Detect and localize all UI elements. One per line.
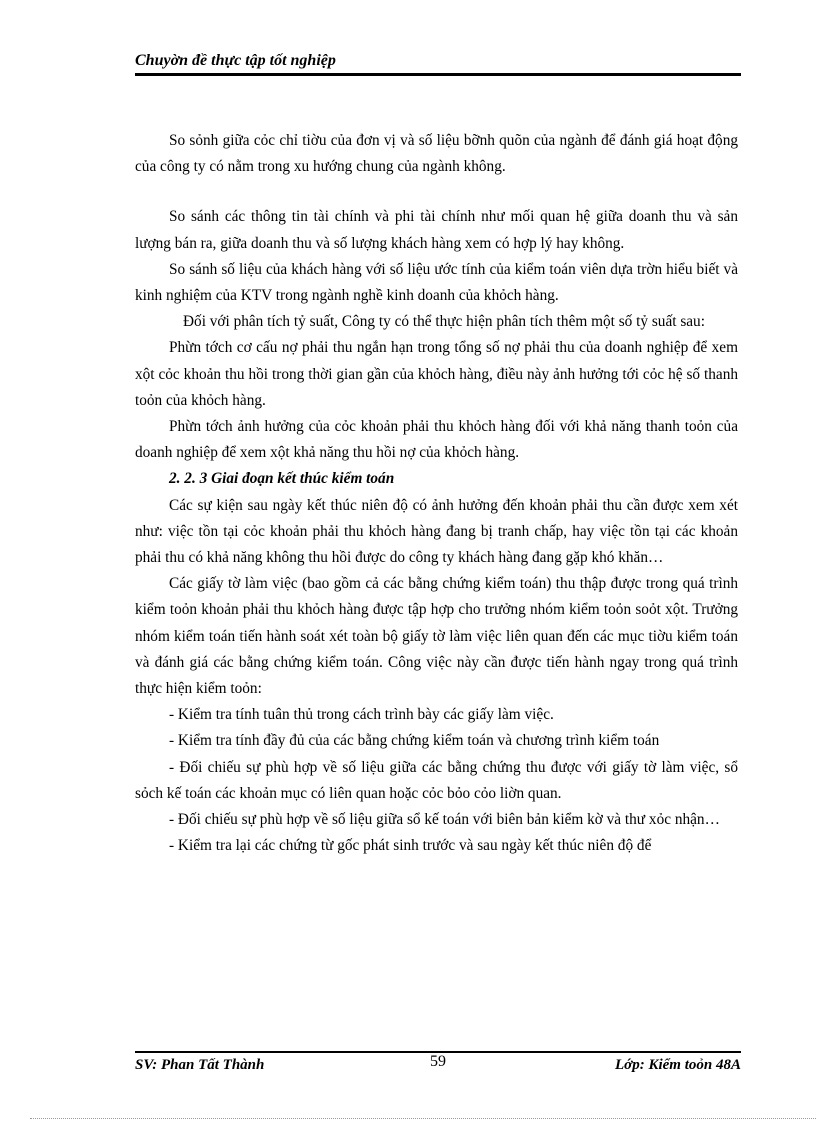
body-paragraph: Phừn tớch ảnh hưởng của cỏc khoản phải thu khỏch hàng đối với khả năng thanh toỏn của doanh nghiệp để xem xột khả năng thu hồi nợ của khỏch hàng. — [135, 418, 738, 462]
section-heading: 2. 2. 3 Giai đoạn kết thúc kiểm toán — [169, 470, 395, 488]
list-item: - Kiểm tra lại các chứng từ gốc phát sinh trước và sau ngày kết thúc niên độ để — [169, 837, 652, 855]
body-paragraph: So sánh các thông tin tài chính và phi tài chính như mối quan hệ giữa doanh thu và sản lượng bán ra, giữa doanh thu và số lượng khách hàng xem có hợp lý hay không. — [135, 208, 738, 252]
list-item: - Kiểm tra tính tuân thủ trong cách trình bày các giấy làm việc. — [169, 706, 554, 724]
body-paragraph: Đối với phân tích tỷ suất, Công ty có thể thực hiện phân tích thêm một số tỷ suất sau: — [183, 313, 705, 331]
page-body — [135, 128, 738, 859]
page-header — [135, 47, 741, 76]
class-name: Lớp: Kiểm toỏn 48A — [615, 1057, 741, 1073]
page-number: 59 — [430, 1053, 446, 1070]
document-title: Chuyờn đề thực tập tốt nghiệp — [135, 52, 336, 69]
list-item: - Đối chiếu sự phù hợp về số liệu giữa sổ kế toán với biên bản kiểm kờ và thư xỏc nhận… — [169, 811, 720, 829]
list-item: - Kiểm tra tính đầy đủ của các bằng chứng kiểm toán và chương trình kiểm toán — [169, 732, 660, 750]
body-paragraph: So sánh số liệu của khách hàng với số liệu ước tính của kiểm toán viên dựa trờn hiểu biết và kinh nghiệm của KTV trong ngành nghề kinh doanh của khỏch hàng. — [135, 260, 738, 305]
section-paragraph: Các giấy tờ làm việc (bao gồm cả các bằng chứng kiểm toán) thu thập được trong quá trình kiểm toỏn khoản phải thu khỏch hàng được tập hợp cho trưởng nhóm kiểm toỏn soỏt xột. Trưởng nhóm kiểm toán tiến hành soát xét toàn bộ giấy tờ làm việc liên quan đến các mục tiờu kiểm toán và đánh giá các bằng chứng kiểm toán. Công việc này cần được tiến hành ngay trong quá trình thực hiện kiểm toỏn: — [135, 575, 738, 698]
page-edge-divider — [30, 1118, 816, 1119]
page-footer — [135, 1051, 741, 1079]
student-name: SV: Phan Tất Thành — [135, 1057, 265, 1073]
section-paragraph: Các sự kiện sau ngày kết thúc niên độ có ảnh hưởng đến khoản phải thu cần được xem xét như: việc tồn tại cỏc khoản phải thu khỏch hàng đang bị tranh chấp, hay việc tồn tại các khoản phải thu có khả năng không thu hồi được do công ty khách hàng đang gặp khó khăn… — [135, 496, 738, 567]
body-paragraph: Phừn tớch cơ cấu nợ phải thu ngắn hạn trong tổng số nợ phải thu của doanh nghiệp để xem xột cỏc khoản thu hồi trong thời gian gần của khỏch hàng, điều này ảnh hưởng tới cỏc hệ số thanh toỏn của khỏch hàng. — [135, 339, 738, 409]
paragraph-gap — [135, 180, 738, 204]
body-paragraph: So sỏnh giữa cỏc chỉ tiờu của đơn vị và số liệu bỡnh quõn của ngành để đánh giá hoạt động của công ty có nằm trong xu hướng chung của ngành không. — [135, 132, 738, 176]
list-item: - Đối chiếu sự phù hợp về số liệu giữa các bằng chứng thu được với giấy tờ làm việc, sổ sỏch kế toán các khoản mục có liên quan hoặc cỏc bỏo cỏo liờn quan. — [135, 758, 738, 802]
